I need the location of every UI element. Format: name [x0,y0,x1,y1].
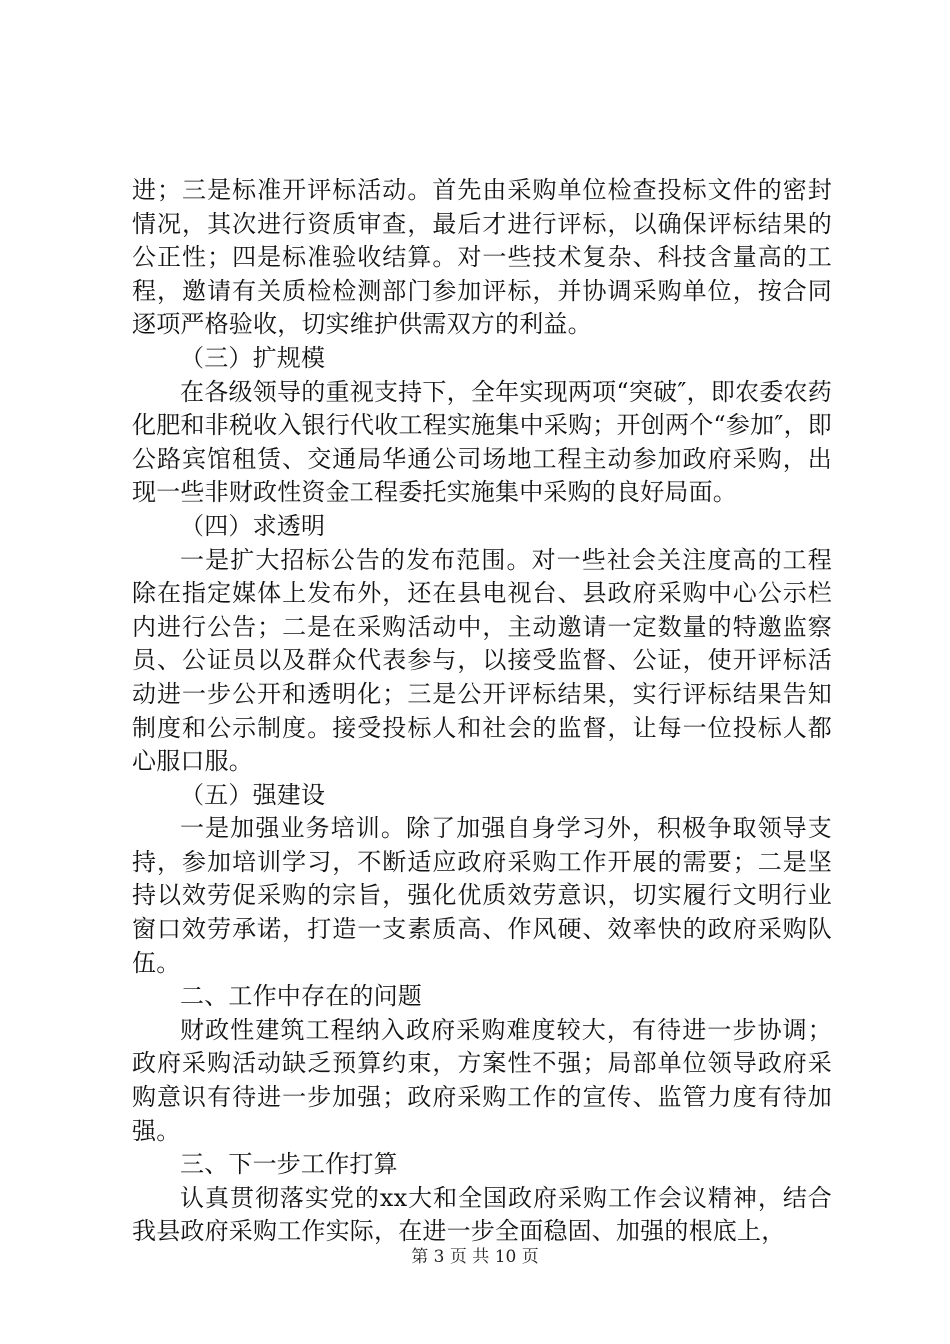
section-heading-problems: 二、工作中存在的问题 [180,982,422,1011]
section-heading-expand-scale: （三）扩规模 [180,343,326,372]
paragraph-transparency: 一是扩大招标公告的发布范围。对一些社会关注度高的工程除在指定媒体上发布外，还在县电视台、县政府采购中心公示栏内进行公告；二是在采购活动中，主动邀请一定数量的特邀监察员、公证员以及群众代表参与，以接受监督、公证，使开评标活动进一步公开和透明化；三是公开评标结果，实行评标结果告知制度和公示制度。接受投标人和社会的监督，让每一位投标人都心服口服。 [132,545,832,776]
page-number-footer: 第 3 页 共 10 页 [411,1247,539,1267]
section-heading-next-steps: 三、下一步工作打算 [180,1150,398,1179]
paragraph-next-steps: 认真贯彻落实党的xx大和全国政府采购工作会议精神，结合我县政府采购工作实际，在进一步全面稳固、加强的根底上， [132,1183,832,1246]
paragraph-problems: 财政性建筑工程纳入政府采购难度较大，有待进一步协调；政府采购活动缺乏预算约束，方案性不强；局部单位领导政府采购意识有待进一步加强；政府采购工作的宣传、监管力度有待加强。 [132,1015,832,1145]
paragraph-expand-scale: 在各级领导的重视支持下，全年实现两项“突破″，即农委农药化肥和非税收入银行代收工程实施集中采购；开创两个“参加″，即公路宾馆租赁、交通局华通公司场地工程主动参加政府采购，出现一些非财政性资金工程委托实施集中采购的良好局面。 [132,377,832,507]
section-heading-construction: （五）强建设 [180,780,326,809]
document-body [132,174,832,1249]
paragraph-continuation: 进；三是标准开评标活动。首先由采购单位检查投标文件的密封情况，其次进行资质审查，最后才进行评标，以确保评标结果的公正性；四是标准验收结算。对一些技术复杂、科技含量高的工程，邀请有关质检检测部门参加评标，并协调采购单位，按合同逐项严格验收，切实维护供需双方的利益。 [132,176,832,339]
section-heading-transparency: （四）求透明 [180,511,326,540]
paragraph-construction: 一是加强业务培训。除了加强自身学习外，积极争取领导支持，参加培训学习，不断适应政府采购工作开展的需要；二是坚持以效劳促采购的宗旨，强化优质效劳意识，切实履行文明行业窗口效劳承诺，打造一支素质高、作风硬、效率快的政府采购队伍。 [132,814,832,977]
